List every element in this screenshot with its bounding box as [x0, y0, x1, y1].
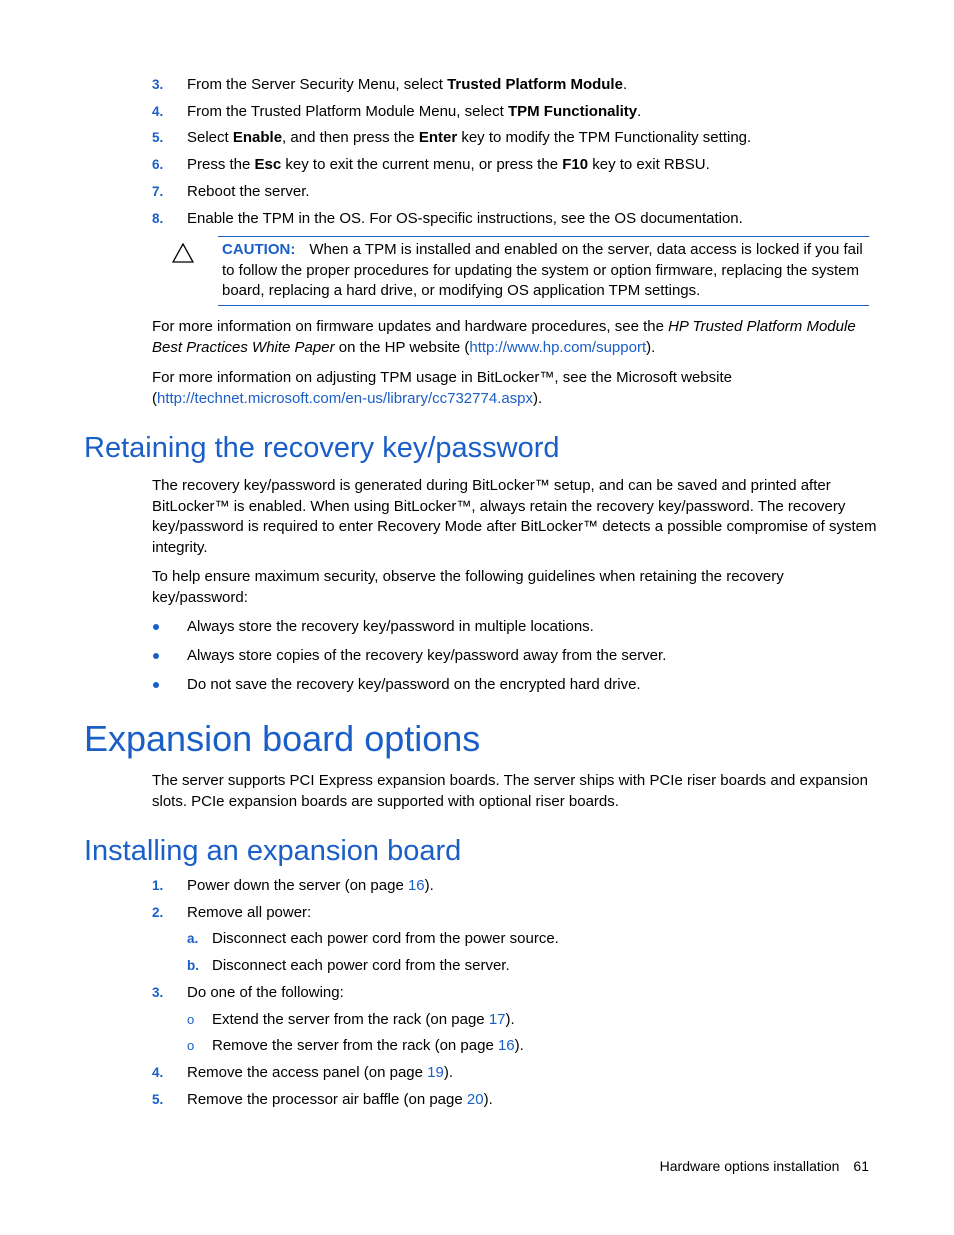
- bullet-icon: [153, 653, 159, 659]
- step-7: [0, 182, 954, 202]
- install-step-3: 3. Do one of the following:: [152, 984, 344, 1001]
- install-step-4: 4. Remove the access panel (on page 19).: [152, 1064, 454, 1081]
- caution-text: CAUTION: When a TPM is installed and enabled on the server, data access is locked if you fail to follow the proper procedures for updating the system or option firmware, replacing the system board, replacing a hard drive, or modifying OS application TPM settings.: [222, 241, 863, 299]
- step-number: 6.: [152, 157, 164, 172]
- paragraph-firmware: For more information on firmware updates and hardware procedures, see the HP Trusted Platform Module Best Practices White Paper on the HP website (http://www.hp.com/support).: [152, 318, 856, 356]
- list-item: Do not save the recovery key/password on the encrypted hard drive.: [0, 675, 954, 695]
- list-item: Always store copies of the recovery key/password away from the server.: [0, 646, 954, 666]
- page-link[interactable]: 16: [497, 1037, 515, 1054]
- page-footer: [660, 1158, 869, 1174]
- paragraph-expansion: The server supports PCI Express expansion boards. The server ships with PCIe riser boards and expansion slots. PCIe expansion boards are supported with optional riser boards.: [152, 772, 868, 810]
- page-link[interactable]: 20: [466, 1091, 484, 1108]
- step-6: [0, 155, 954, 175]
- caution-label: CAUTION:: [222, 241, 296, 258]
- bullet-icon: [153, 682, 159, 688]
- caution-top-rule: [218, 236, 869, 237]
- install-step-2b: b. Disconnect each power cord from the server.: [187, 957, 510, 974]
- step-number: 3.: [152, 77, 164, 92]
- step-text: Enable the TPM in the OS. For OS-specific instructions, see the OS documentation.: [187, 210, 743, 227]
- install-step-1: 1. Power down the server (on page 16).: [152, 877, 434, 894]
- step-text: From the Server Security Menu, select Trusted Platform Module.: [187, 76, 628, 93]
- technet-link[interactable]: http://technet.microsoft.com/en-us/library/cc732774.aspx: [157, 389, 534, 407]
- list-item: Always store the recovery key/password in multiple locations.: [0, 617, 954, 637]
- heading-installing-expansion-board: Installing an expansion board: [84, 835, 462, 867]
- step-text: From the Trusted Platform Module Menu, select TPM Functionality.: [187, 103, 642, 120]
- paragraph-recovery-guidelines: To help ensure maximum security, observe the following guidelines when retaining the recovery key/password:: [152, 568, 784, 606]
- install-step-3-option-2: o Remove the server from the rack (on page 16).: [187, 1037, 524, 1054]
- step-number: 7.: [152, 184, 164, 199]
- step-text: Reboot the server.: [187, 183, 310, 200]
- heading-retaining-recovery-key: Retaining the recovery key/password: [84, 432, 560, 464]
- footer-section-title: Hardware options installation: [659, 1158, 840, 1174]
- caution-bottom-rule: [218, 305, 869, 306]
- step-text: Press the Esc key to exit the current menu, or press the F10 key to exit RBSU.: [187, 156, 710, 173]
- step-4: [0, 102, 954, 122]
- step-number: 4.: [152, 104, 164, 119]
- bullet-icon: [153, 624, 159, 630]
- step-8: [0, 209, 954, 229]
- warning-triangle-icon: [172, 243, 194, 263]
- heading-expansion-board-options: Expansion board options: [84, 718, 481, 759]
- hp-support-link[interactable]: http://www.hp.com/support: [469, 338, 647, 356]
- install-step-5: 5. Remove the processor air baffle (on page 20).: [152, 1091, 493, 1108]
- step-number: 8.: [152, 211, 164, 226]
- page-link[interactable]: 19: [427, 1064, 444, 1081]
- step-5: [0, 128, 954, 148]
- step-number: 5.: [152, 130, 164, 145]
- install-step-2a: a. Disconnect each power cord from the power source.: [187, 930, 559, 947]
- page-link[interactable]: 17: [488, 1011, 506, 1028]
- circle-bullet-icon: o: [187, 1038, 195, 1053]
- step-text: Select Enable, and then press the Enter key to modify the TPM Functionality setting.: [187, 129, 752, 146]
- step-3: [0, 75, 954, 95]
- page-link[interactable]: 16: [407, 877, 425, 894]
- install-step-2: 2. Remove all power:: [152, 904, 312, 921]
- install-step-3-option-1: o Extend the server from the rack (on page 17).: [187, 1011, 515, 1028]
- circle-bullet-icon: o: [187, 1012, 195, 1027]
- paragraph-recovery-intro: The recovery key/password is generated during BitLocker™ setup, and can be saved and printed after BitLocker™ is enabled. When using BitLocker™, always retain the recovery key/password. The recovery key/password is required to enter Recovery Mode after BitLocker™ detects a possible compromise of system integrity.: [152, 477, 877, 556]
- paragraph-bitlocker: For more information on adjusting TPM usage in BitLocker™, see the Microsoft website (http://technet.microsoft.com/en-us/library/cc732774.aspx).: [152, 369, 732, 407]
- page-number: 61: [853, 1158, 869, 1174]
